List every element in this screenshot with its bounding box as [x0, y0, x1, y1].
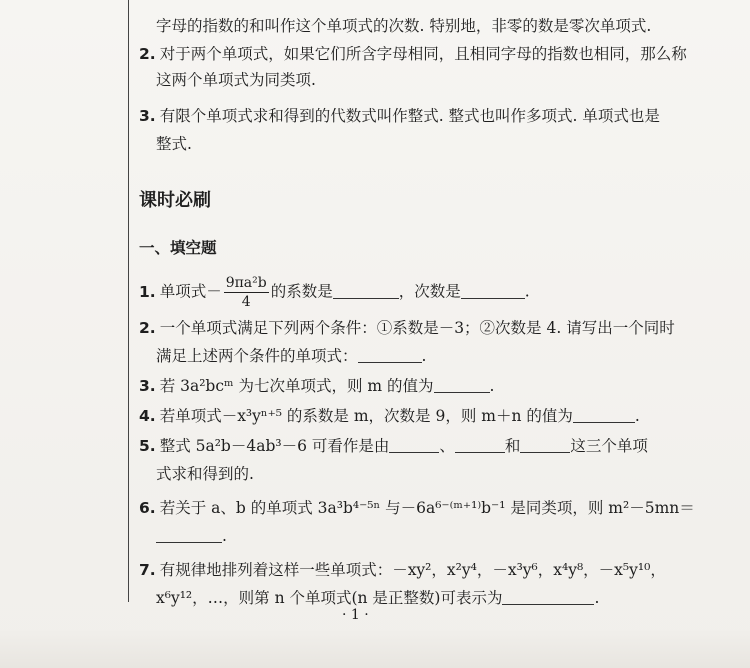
question-3-end: . [489, 377, 495, 395]
subsection-title: 一、填空题 [139, 239, 217, 257]
definition-3-line1: 有限个单项式求和得到的代数式叫作整式. 整式也叫作多项式. 单项式也是 [159, 107, 660, 125]
answer-blank-3[interactable] [434, 378, 490, 393]
question-7-line2-prefix: x⁶y¹²，…，则第 n 个单项式(n 是正整数)可表示为 [156, 589, 503, 607]
answer-blank-5a[interactable] [389, 438, 439, 453]
fraction-numerator: 9πa²b [225, 275, 267, 291]
question-5-prefix: 整式 5a²b－4ab³－6 可看作是由 [159, 437, 390, 455]
answer-blank-2[interactable] [358, 348, 422, 363]
question-3-prefix: 若 3a²bcᵐ 为七次单项式，则 m 的值为 [159, 377, 434, 395]
definition-2 [139, 44, 687, 64]
definition-2-number: 2. [139, 45, 156, 63]
question-5-line2: 式求和得到的. [156, 465, 254, 483]
answer-blank-6[interactable] [156, 528, 222, 543]
answer-blank-4[interactable] [573, 408, 635, 423]
question-1-prefix: 单项式－ [159, 282, 222, 301]
answer-blank-7[interactable] [502, 590, 594, 605]
question-6-text: 若关于 a、b 的单项式 3a³b⁴⁻⁵ⁿ 与－6a⁶⁻⁽ᵐ⁺¹⁾b⁻¹ 是同类项，则 m²－5mn＝ [159, 499, 695, 517]
question-1-fraction [224, 274, 269, 311]
answer-blank-1b[interactable] [461, 284, 525, 299]
question-2-line2-prefix: 满足上述两个条件的单项式： [156, 347, 358, 365]
fraction-denominator: 4 [241, 294, 251, 310]
question-7-line1: 有规律地排列着这样一些单项式：－xy²，x²y⁴，－x³y⁶，x⁴y⁸，－x⁵y¹⁰， [159, 561, 666, 579]
question-3-number: 3. [139, 377, 156, 395]
margin-rule [128, 0, 129, 602]
question-1 [139, 274, 530, 311]
question-4-prefix: 若单项式－x³yⁿ⁺⁵ 的系数是 m，次数是 9，则 m＋n 的值为 [159, 407, 573, 425]
question-4 [139, 406, 640, 426]
question-2-end: . [421, 347, 427, 365]
question-2-line2 [156, 346, 426, 366]
page-number: · 1 · [342, 607, 369, 623]
question-7-number: 7. [139, 561, 156, 579]
question-7 [139, 560, 666, 580]
answer-blank-1a[interactable] [333, 284, 399, 299]
definition-3 [139, 106, 660, 126]
question-7-end: . [594, 589, 600, 607]
section-title: 课时必刷 [139, 190, 211, 211]
page-shadow [0, 630, 750, 668]
question-4-number: 4. [139, 407, 156, 425]
question-2-line1: 一个单项式满足下列两个条件：①系数是－3；②次数是 4. 请写出一个同时 [159, 319, 675, 337]
question-6-line2 [156, 526, 227, 546]
question-6-number: 6. [139, 499, 156, 517]
definition-2-line1: 对于两个单项式，如果它们所含字母相同，且相同字母的指数也相同，那么称 [159, 45, 687, 63]
question-1-mid1: 的系数是 [270, 282, 333, 301]
question-5-sep2: 和 [504, 437, 521, 455]
question-5-number: 5. [139, 437, 156, 455]
question-7-line2 [156, 588, 599, 608]
question-1-end: . [524, 282, 530, 301]
answer-blank-5b[interactable] [455, 438, 505, 453]
question-5-sep1: 、 [439, 437, 455, 455]
question-6-end: . [222, 527, 227, 545]
question-5 [139, 436, 648, 456]
definition-3-number: 3. [139, 107, 156, 125]
question-1-mid2: ，次数是 [398, 282, 461, 301]
question-2-number: 2. [139, 319, 156, 337]
question-5-suffix: 这三个单项 [570, 437, 648, 455]
question-1-number: 1. [139, 282, 156, 301]
question-4-end: . [634, 407, 640, 425]
question-6 [139, 498, 695, 518]
definition-1-text: 字母的指数的和叫作这个单项式的次数. 特别地，非零的数是零次单项式. [156, 17, 652, 35]
definition-2-line2: 这两个单项式为同类项. [156, 71, 316, 89]
answer-blank-5c[interactable] [520, 438, 570, 453]
definition-3-line2: 整式. [156, 135, 192, 153]
question-3 [139, 376, 494, 396]
question-2 [139, 318, 675, 338]
